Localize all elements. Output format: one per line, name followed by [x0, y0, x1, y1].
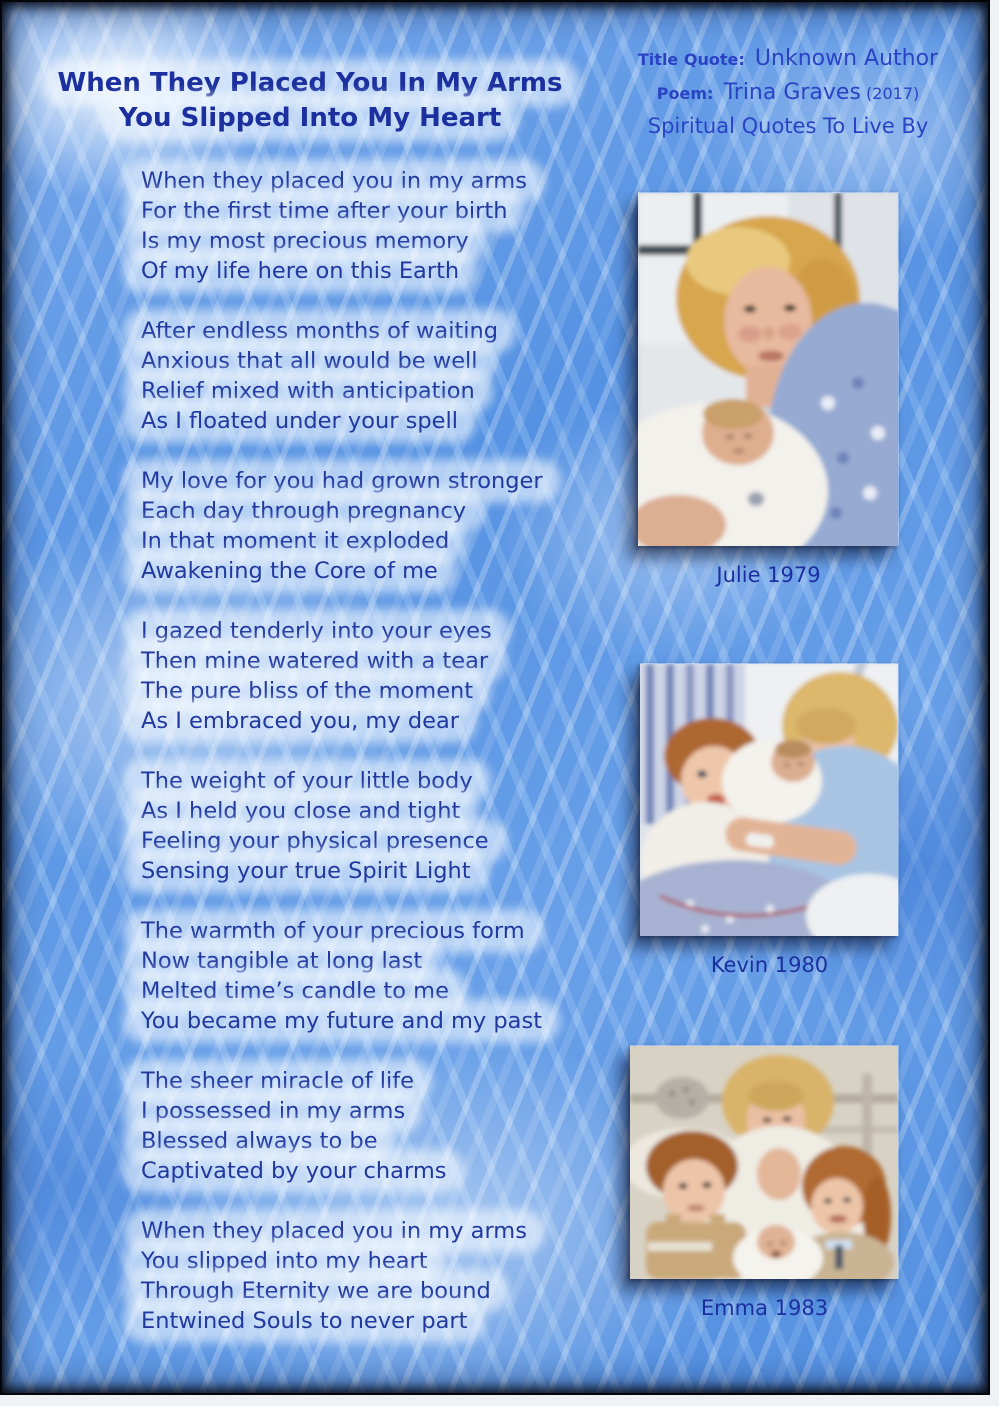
poem-line: [131, 496, 617, 526]
poem-label: Poem:: [656, 84, 714, 103]
photo-emma-1983: [630, 1045, 899, 1320]
poem-stanza-6: [131, 916, 617, 1036]
poem-line: [131, 1246, 617, 1276]
poem-line: [131, 196, 617, 226]
poem-line-text: My love for you had grown stronger: [131, 467, 553, 495]
poem-line-text: I possessed in my arms: [131, 1097, 415, 1125]
poem-line-text: Through Eternity we are bound: [131, 1277, 501, 1305]
photo-julie-1979: [638, 192, 899, 587]
poem-line: [131, 526, 617, 556]
poem-line-text: You became my future and my past: [131, 1007, 552, 1035]
poem-line-text: As I held you close and tight: [131, 797, 470, 825]
poem-line: [131, 826, 617, 856]
title-line-2: [36, 101, 584, 136]
poem-line: [131, 256, 617, 286]
mother-toddler-and-newborn-photo-illustration: [640, 664, 898, 936]
photo-kevin-image: [640, 663, 899, 936]
poem-line-text: Is my most precious memory: [131, 227, 479, 255]
poem-line: [131, 316, 617, 346]
poem-line-text: The weight of your little body: [131, 767, 483, 795]
poem-line-text: Blessed always to be: [131, 1127, 388, 1155]
mother-and-newborn-photo-illustration: [638, 193, 898, 546]
poem-author: Trina Graves: [723, 80, 861, 105]
poem-line-text: Feeling your physical presence: [131, 827, 499, 855]
mother-with-three-children-photo-illustration: [630, 1046, 898, 1279]
poem-line-text: As I embraced you, my dear: [131, 707, 469, 735]
title-line-1: [36, 66, 584, 101]
poem-line-text: After endless months of waiting: [131, 317, 508, 345]
poem-line-text: Anxious that all would be well: [131, 347, 488, 375]
title-line-1-text: When They Placed You In My Arms: [48, 67, 573, 99]
poem-stanza-1: [131, 166, 617, 286]
poem-line-text: Relief mixed with anticipation: [131, 377, 485, 405]
credits-block: [602, 42, 974, 143]
poem-line: [131, 1066, 617, 1096]
site-name: Spiritual Quotes To Live By: [647, 114, 929, 138]
poem-text: [131, 166, 617, 1366]
poem-line: [131, 856, 617, 886]
poem-line: [131, 796, 617, 826]
title-line-2-text: You Slipped Into My Heart: [109, 102, 512, 134]
poem-line-text: Now tangible at long last: [131, 947, 432, 975]
poem-line: [131, 1276, 617, 1306]
poem-line: [131, 466, 617, 496]
poem-line: [131, 916, 617, 946]
credit-title-quote: [602, 42, 974, 76]
poem-line: [131, 1096, 617, 1126]
photo-kevin-1980: [640, 663, 899, 977]
photo-emma-image: [630, 1045, 899, 1279]
poem-line-text: I gazed tenderly into your eyes: [131, 617, 502, 645]
poem-line: [131, 946, 617, 976]
poem-line-text: As I floated under your spell: [131, 407, 468, 435]
credit-poem: [602, 76, 974, 110]
poem-line-text: When they placed you in my arms: [131, 1217, 537, 1245]
poem-line-text: Sensing your true Spirit Light: [131, 857, 481, 885]
poem-line-text: Of my life here on this Earth: [131, 257, 469, 285]
poem-line: [131, 676, 617, 706]
poem-line: [131, 406, 617, 436]
title-quote-author: Unknown Author: [754, 46, 939, 71]
poem-line-text: Each day through pregnancy: [131, 497, 476, 525]
photo-caption-kevin: Kevin 1980: [710, 953, 829, 977]
poem-line-text: Then mine watered with a tear: [131, 647, 498, 675]
poem-stanza-8: [131, 1216, 617, 1336]
poem-stanza-2: [131, 316, 617, 436]
poem-line-text: You slipped into my heart: [131, 1247, 438, 1275]
photo-caption-emma: Emma 1983: [700, 1296, 829, 1320]
poem-line: [131, 1306, 617, 1336]
poem-line-text: The sheer miracle of life: [131, 1067, 424, 1095]
poem-line: [131, 166, 617, 196]
poem-line: [131, 766, 617, 796]
poem-line-text: For the first time after your birth: [131, 197, 517, 225]
poem-stanza-3: [131, 466, 617, 586]
poem-line-text: The pure bliss of the moment: [131, 677, 483, 705]
poem-line: [131, 646, 617, 676]
poem-line: [131, 556, 617, 586]
poem-line: [131, 1126, 617, 1156]
poem-line: [131, 616, 617, 646]
poem-line-text: Captivated by your charms: [131, 1157, 456, 1185]
poem-line-text: When they placed you in my arms: [131, 167, 537, 195]
poem-stanza-7: [131, 1066, 617, 1186]
poem-line-text: Entwined Souls to never part: [131, 1307, 477, 1335]
poem-line: [131, 226, 617, 256]
photo-julie-image: [638, 192, 899, 546]
poem-line-text: The warmth of your precious form: [131, 917, 535, 945]
poem-line: [131, 976, 617, 1006]
poem-line-text: Awakening the Core of me: [131, 557, 448, 585]
poem-line: [131, 706, 617, 736]
poem-year: (2017): [866, 84, 920, 103]
title-quote-label: Title Quote:: [637, 50, 745, 69]
poem-line: [131, 1156, 617, 1186]
poem-line-text: In that moment it exploded: [131, 527, 459, 555]
poem-line: [131, 376, 617, 406]
poem-stanza-4: [131, 616, 617, 736]
poem-line-text: Melted time’s candle to me: [131, 977, 459, 1005]
page-title: [36, 66, 584, 136]
photo-caption-julie: Julie 1979: [716, 563, 821, 587]
poem-line: [131, 1216, 617, 1246]
poem-line: [131, 1006, 617, 1036]
poem-stanza-5: [131, 766, 617, 886]
poem-line: [131, 346, 617, 376]
